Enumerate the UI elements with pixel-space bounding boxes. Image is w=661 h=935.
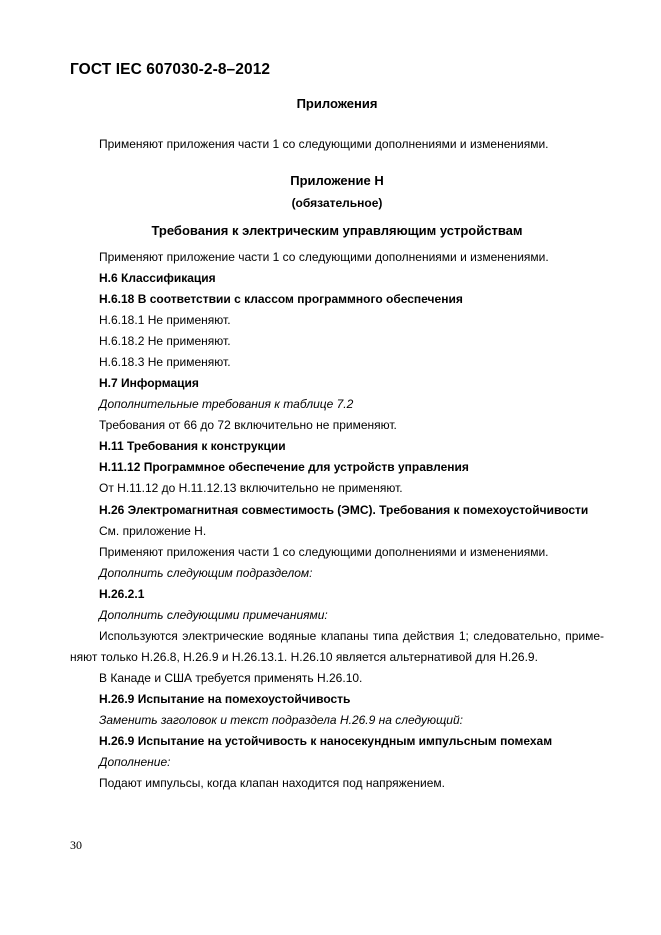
instruction-text: Дополнить следующим подразделом: [99,566,313,580]
paragraph: Применяют приложение части 1 со следующими дополнениями и изменениями. [99,250,549,264]
annex-title: Приложение Н [290,173,384,188]
clause-heading: Н.26.2.1 [99,587,145,601]
intro-text: Применяют приложения части 1 со следующими дополнениями и изменениями. [99,137,549,151]
document-code: ГОСТ IEC 607030-2-8–2012 [70,61,271,78]
page-number: 30 [70,838,82,852]
paragraph: От Н.11.12 до Н.11.12.13 включительно не применяют. [99,481,403,495]
section-title: Приложения [296,96,378,111]
paragraph: Требования от 66 до 72 включительно не применяют. [99,418,397,432]
clause-heading: Н.11.12 Программное обеспечение для устройств управления [99,460,469,474]
instruction-text: Дополнить следующими примечаниями: [99,608,328,622]
clause-heading: Н.6 Классификация [99,271,216,285]
paragraph: Н.6.18.3 Не применяют. [99,355,231,369]
paragraph-continuation: няют только Н.26.8, Н.26.9 и Н.26.13.1. Н.26.10 является альтернативой для Н.26.9. [70,650,538,664]
clause-heading: Н.11 Требования к конструкции [99,439,286,453]
instruction-text: Дополнительные требования к таблице 7.2 [99,397,354,411]
clause-heading: Н.6.18 В соответствии с классом программного обеспечения [99,292,463,306]
paragraph: Применяют приложения части 1 со следующими дополнениями и изменениями. [99,545,549,559]
clause-heading: Н.7 Информация [99,376,199,390]
paragraph: Используются электрические водяные клапаны типа действия 1; следовательно, приме- [99,629,604,643]
instruction-text: Дополнение: [99,755,171,769]
clause-heading: Н.26 Электромагнитная совместимость (ЭМС). Требования к помехоустойчивости [99,503,589,517]
instruction-text: Заменить заголовок и текст подраздела Н.26.9 на следующий: [99,713,463,727]
paragraph: Подают импульсы, когда клапан находится под напряжением. [99,776,445,790]
clause-heading: Н.26.9 Испытание на устойчивость к наносекундным импульсным помехам [99,734,553,748]
paragraph: Н.6.18.2 Не применяют. [99,334,231,348]
annex-subtitle: Требования к электрическим управляющим устройствам [151,223,523,238]
paragraph: Н.6.18.1 Не применяют. [99,313,231,327]
paragraph: В Канаде и США требуется применять Н.26.10. [99,671,363,685]
paragraph: См. приложение Н. [99,524,207,538]
annex-status: (обязательное) [291,196,383,210]
clause-heading: Н.26.9 Испытание на помехоустойчивость [99,692,351,706]
